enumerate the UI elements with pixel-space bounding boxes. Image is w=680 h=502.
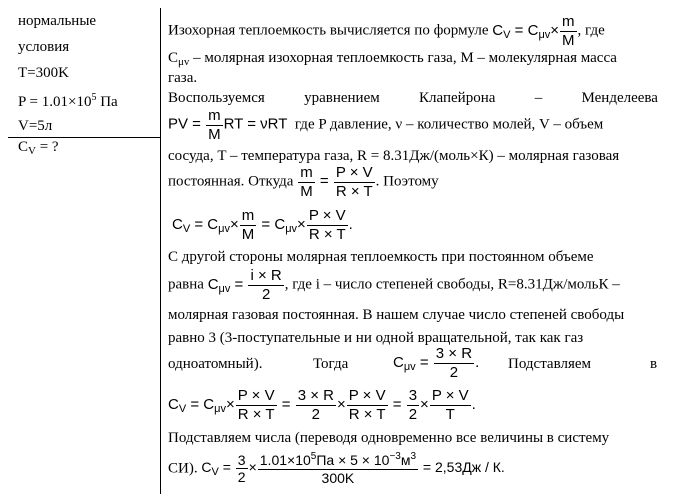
given-line-conditions: условия (18, 39, 70, 55)
line-16: СИ). $C_V$ = $\frac{3}{2}$ × $\frac{1.01\times 10^5Па \times 5 \times 10^{-3}м^3}{300K}$ = 2,53Дж / К. (168, 451, 505, 486)
line-9: С другой стороны молярная теплоемкость при постоянном объеме (168, 249, 594, 265)
line-1: Изохорная теплоемкость вычисляется по формуле $C_V = C_{\mu v}\times$ $\frac{m}{M}$ , где (168, 13, 605, 49)
formula-cv: $C_V = C_{\mu v}\times$ $\frac{m}{M}$ = $C_{\mu v}\times$ $\frac{P \times V}{R \times T}$ . (172, 207, 353, 243)
line-6: сосуда, T – температура газа, R = 8.31Дж/(моль×К) – молярная газовая (168, 148, 620, 164)
given-pressure: $P = 1.01\times 10^5$ Па (18, 92, 118, 110)
find-quantity: $C_V$ = ? (18, 139, 59, 157)
line-2: $C_{\mu v}$ – молярная изохорная теплоемкость газа, M – молекулярная масса (168, 50, 617, 68)
formula-substitution: $C_V = C_{\mu v}\times$ $\frac{P \times V}{R \times T}$ = $\frac{3 \times R}{2}$ × $\frac{P \times V}{R \times T}$ = $\frac{3}{2}$ × $\frac{P \times V}{T}$ . (168, 387, 476, 423)
line-10: равна $C_{\mu v}$ = $\frac{i \times R}{2}$ , где i – число степеней свободы, R=8.31Дж/мольК – (168, 267, 620, 303)
m-over-M: $\frac{m}{M}$ (562, 13, 575, 49)
line-5: PV = $\frac{m}{M}$ RT = νRT где P давление, ν – количество молей, V – объем (168, 107, 604, 143)
line-3: газа. (168, 70, 198, 86)
line-11: молярная газовая постоянная. В нашем случае число степеней свободы (168, 307, 625, 323)
given-volume: V=5л (18, 118, 53, 134)
given-temperature: T=300K (18, 65, 69, 81)
column-divider (160, 8, 161, 494)
line-15: Подставляем числа (переводя одновременно все величины в систему (168, 430, 610, 446)
given-line-normal: нормальные (18, 13, 97, 29)
line-4: Воспользуемся уравнением Клапейрона – Менделеева (168, 90, 658, 106)
line-7: постоянная. Откуда $\frac{m}{M}$ = $\frac{P \times V}{R \times T}$ . Поэтому (168, 164, 439, 200)
given-divider (8, 137, 160, 138)
line-12: равно 3 (3-поступательные и ни одной вращательной, так как газ (168, 330, 584, 346)
